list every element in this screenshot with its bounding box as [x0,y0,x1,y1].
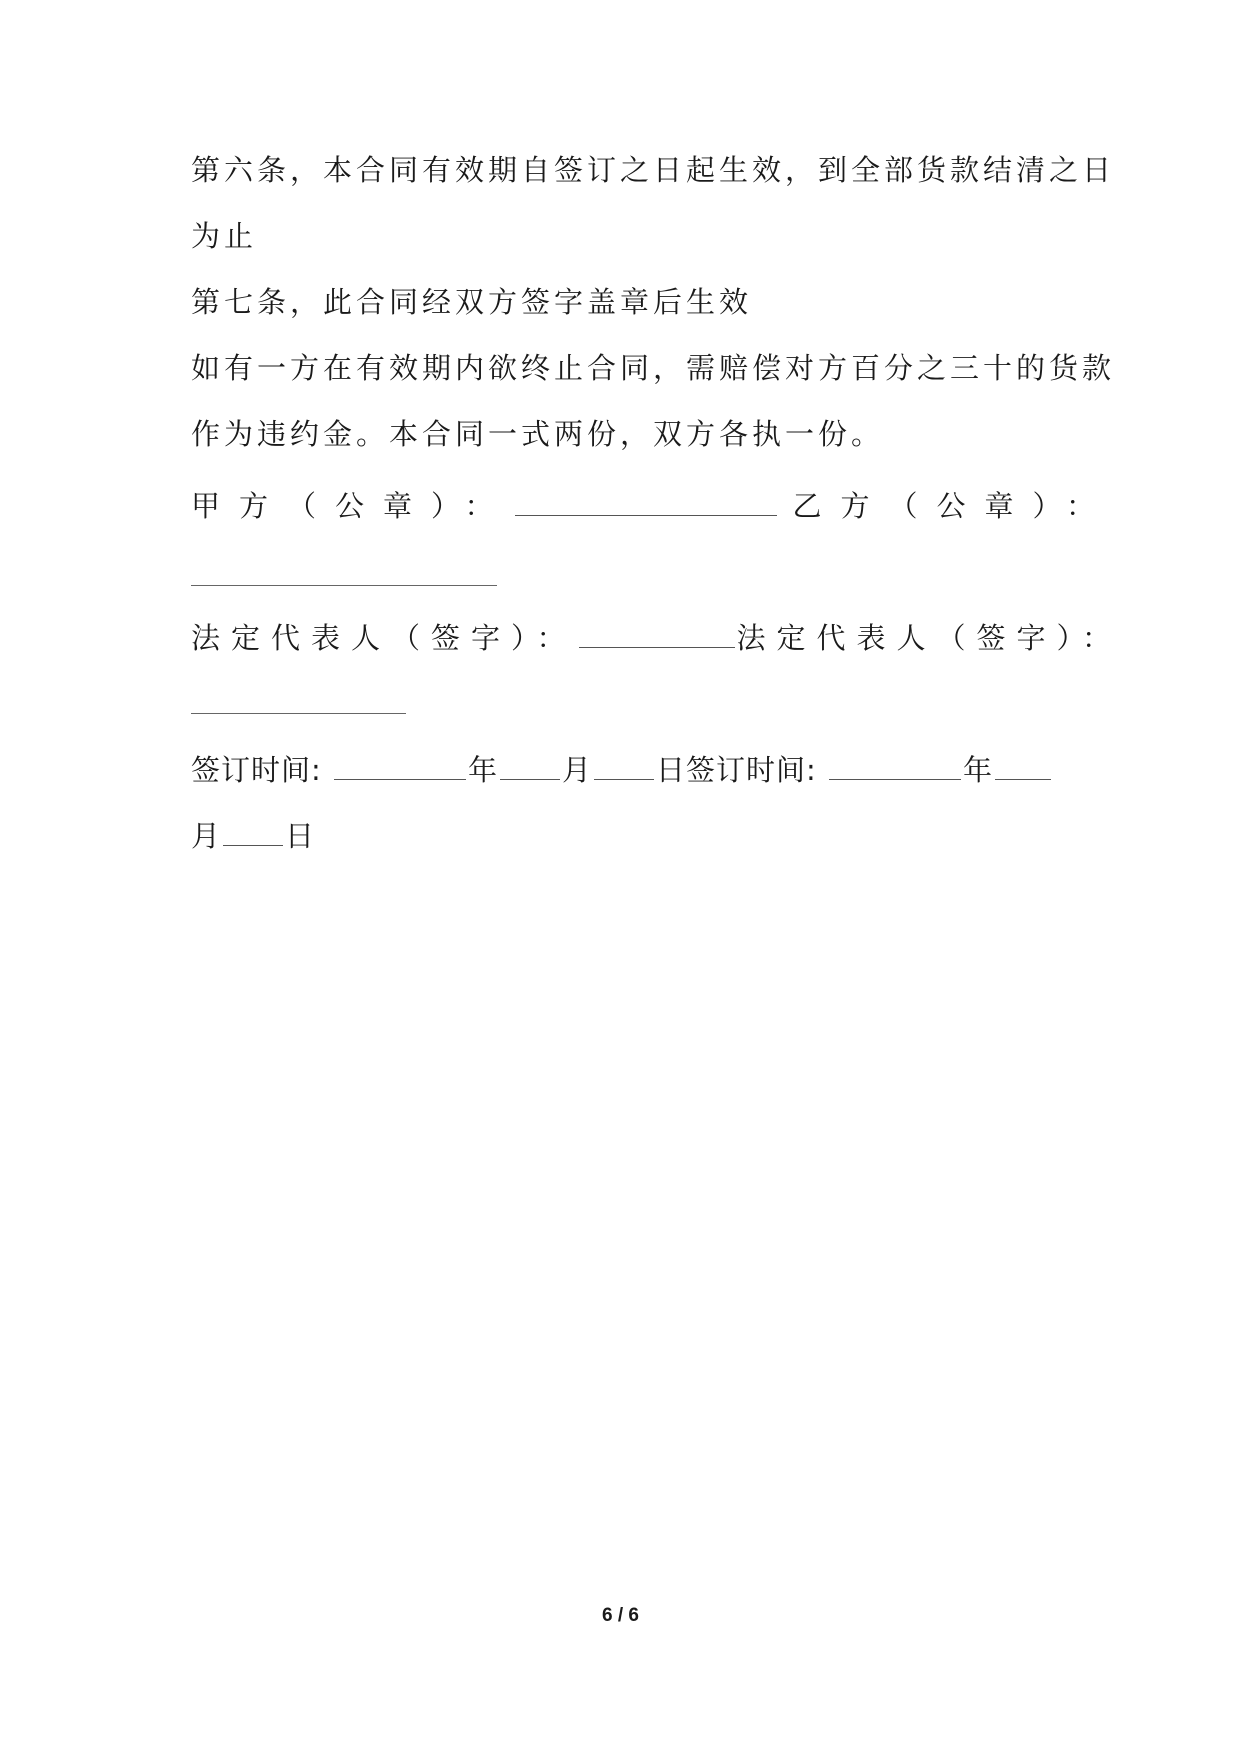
article-6-line-2: 为止 [191,219,258,253]
party-a-sign-time-label: 签订时间: [191,753,322,787]
month-label: 月 [191,819,222,853]
year-label: 年 [468,753,499,787]
party-a-day-blank[interactable] [594,753,654,780]
party-b-seal-label: 乙方（公章）： [792,489,1115,523]
sign-time-line [191,750,1051,790]
party-b-seal-blank[interactable] [191,585,497,586]
party-b-day-blank[interactable] [223,819,283,846]
party-b-legal-rep-label: 法定代表人（签字）： [736,621,1123,655]
sign-time-line-2 [191,816,1051,856]
party-a-year-blank[interactable] [334,753,466,780]
termination-clause-line-1: 如有一方在有效期内欲终止合同，需赔偿对方百分之三十的货款 [191,351,1116,385]
party-seal-line [191,486,1115,526]
page-number: 6 / 6 [602,1605,639,1626]
month-label: 月 [562,753,593,787]
party-b-legal-rep-blank[interactable] [191,713,406,714]
article-6-line-1: 第六条，本合同有效期自签订之日起生效，到全部货款结清之日 [191,153,1116,187]
party-b-sign-time-label: 签订时间: [686,753,817,787]
party-a-legal-rep-label: 法定代表人（签字）： [191,621,577,655]
year-label: 年 [963,753,994,787]
party-a-seal-label: 甲方（公章）： [191,489,513,523]
party-a-seal-blank[interactable] [515,489,777,516]
day-label: 日 [285,819,316,853]
legal-rep-line [191,618,1123,658]
article-7: 第七条，此合同经双方签字盖章后生效 [191,285,753,319]
party-a-month-blank[interactable] [500,753,560,780]
day-label: 日 [656,753,687,787]
termination-clause-line-2: 作为违约金。本合同一式两份，双方各执一份。 [191,417,885,451]
party-b-year-blank[interactable] [829,753,961,780]
party-b-month-blank[interactable] [995,753,1051,780]
party-a-legal-rep-blank[interactable] [579,621,735,648]
